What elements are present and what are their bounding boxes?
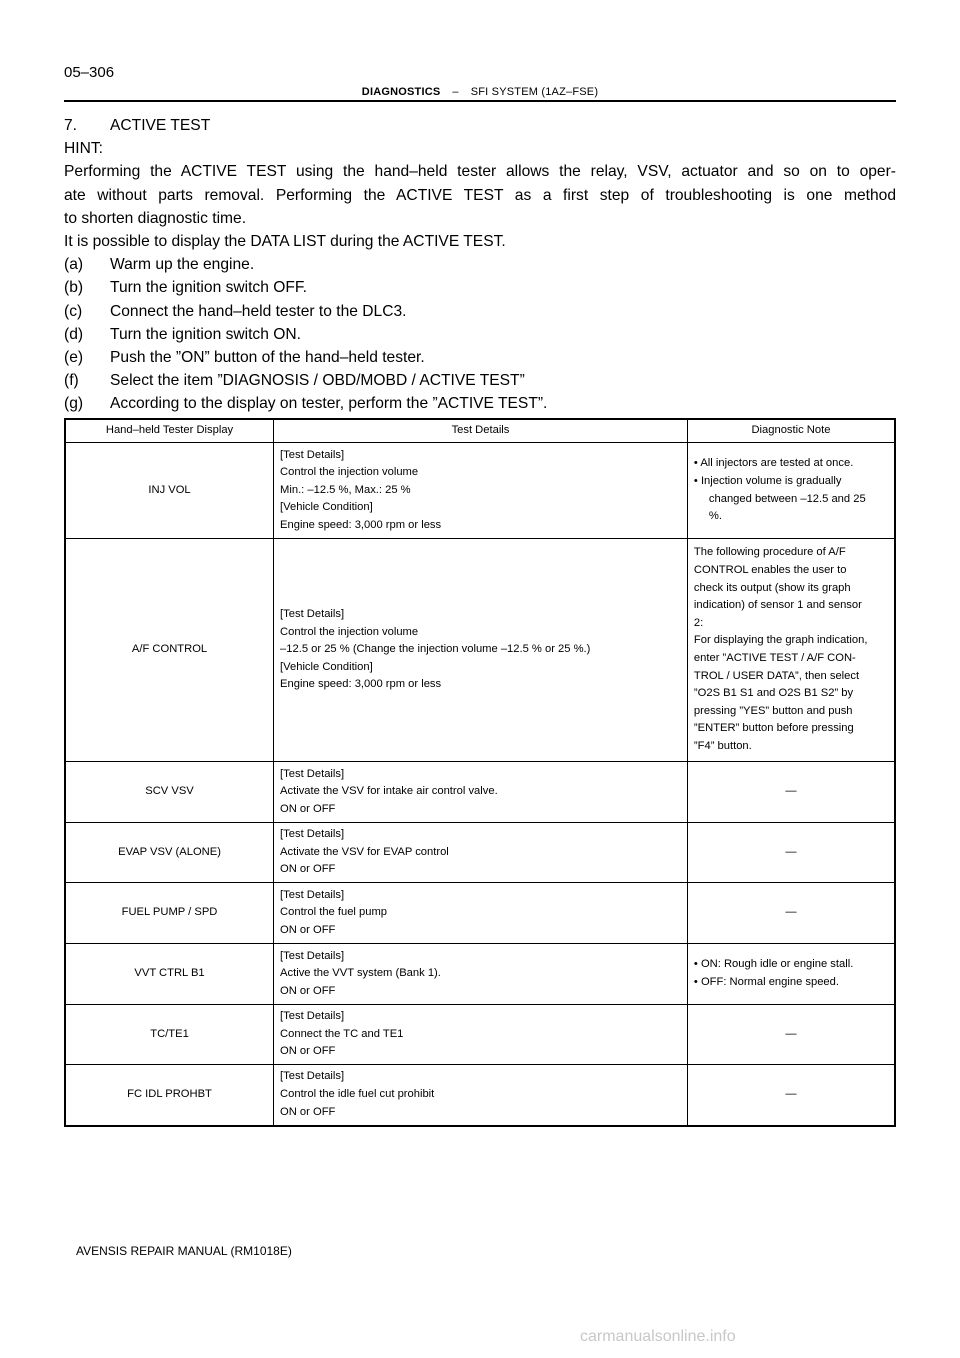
detail-line: Engine speed: 3,000 rpm or less [280, 678, 442, 691]
hint-line: to shorten diagnostic time. [64, 209, 247, 227]
watermark: carmanualsonline.info [580, 1328, 736, 1345]
test-details-cell [274, 1065, 688, 1126]
detail-line: Control the fuel pump [280, 906, 388, 919]
header-tester-display: Hand–held Tester Display [65, 419, 274, 443]
step-label: (d) [64, 325, 84, 343]
tester-display-cell: VVT CTRL B1 [65, 944, 274, 1005]
detail-line: [Test Details] [280, 1070, 345, 1083]
detail-line: [Vehicle Condition] [280, 660, 373, 673]
note-line: indication) of sensor 1 and sensor [693, 599, 862, 612]
table-row [65, 762, 895, 823]
detail-line: –12.5 or 25 % (Change the injection volume –12.5 % or 25 %.) [280, 643, 591, 656]
step-label: (a) [64, 256, 84, 274]
note-line: enter ”ACTIVE TEST / A/F CON- [693, 652, 856, 664]
note-line: 2: [693, 616, 704, 629]
note-dash: — [785, 1027, 797, 1040]
detail-line: [Test Details] [280, 888, 345, 901]
detail-line: Control the injection volume [280, 466, 419, 479]
step-text: Connect the hand–held tester to the DLC3. [110, 302, 407, 320]
section-body [64, 114, 896, 416]
step-label: (c) [64, 302, 83, 320]
step-text: Push the ”ON” button of the hand–held tester. [110, 349, 425, 367]
diagnostic-note-cell [687, 883, 895, 944]
note-line: • OFF: Normal engine speed. [693, 975, 839, 988]
tester-display-cell: FC IDL PROHBT [65, 1065, 274, 1126]
note-dash: — [785, 906, 797, 919]
header-section: DIAGNOSTICS [361, 86, 441, 98]
step-item [64, 369, 896, 392]
step-text: Warm up the engine. [110, 256, 255, 274]
step-item [64, 346, 896, 369]
section-title [64, 114, 896, 137]
step-label: (e) [64, 349, 84, 367]
note-line: %. [708, 510, 722, 523]
header-diagnostic-note: Diagnostic Note [687, 419, 895, 443]
step-text: According to the display on tester, perform the ”ACTIVE TEST”. [110, 395, 548, 413]
header-rule [64, 100, 896, 102]
diagnostic-note-cell [687, 1005, 895, 1065]
detail-line: [Test Details] [280, 608, 345, 621]
detail-line: ON or OFF [280, 802, 336, 815]
diagnostic-note-cell [687, 944, 895, 1005]
detail-line: Connect the TC and TE1 [280, 1027, 404, 1040]
detail-line: Control the injection volume [280, 625, 419, 638]
detail-line: Activate the VSV for intake air control valve. [280, 785, 498, 798]
note-line: pressing ”YES” button and push [693, 704, 853, 717]
note-line: The following procedure of A/F [693, 546, 846, 559]
table-row [65, 823, 895, 883]
detail-line: ON or OFF [280, 1105, 336, 1118]
table-row [65, 539, 895, 762]
table-row [65, 1065, 895, 1126]
running-header [0, 86, 960, 98]
detail-line: ON or OFF [280, 1045, 336, 1058]
note-line: TROL / USER DATA”, then select [693, 669, 860, 682]
note-line: check its output (show its graph [693, 581, 851, 594]
datalist-note: It is possible to display the DATA LIST during the ACTIVE TEST. [64, 233, 506, 251]
section-number: 7. [64, 117, 78, 134]
diagnostic-note-cell [687, 539, 895, 762]
tester-display-cell: EVAP VSV (ALONE) [65, 823, 274, 883]
detail-line: [Vehicle Condition] [280, 501, 373, 514]
step-text: Select the item ”DIAGNOSIS / OBD/MOBD / ACTIVE TEST” [110, 372, 525, 390]
test-details-cell [274, 883, 688, 944]
detail-line: Activate the VSV for EVAP control [280, 845, 449, 858]
test-details-cell [274, 823, 688, 883]
page-number: 05–306 [64, 64, 115, 81]
step-item [64, 253, 896, 276]
tester-display-cell: FUEL PUMP / SPD [65, 883, 274, 944]
note-line: CONTROL enables the user to [693, 564, 847, 577]
note-line: • Injection volume is gradually [693, 474, 842, 487]
step-item [64, 323, 896, 346]
note-line: • ON: Rough idle or engine stall. [693, 958, 854, 970]
step-text: Turn the ignition switch OFF. [110, 279, 308, 297]
step-item [64, 276, 896, 299]
tester-display-cell: SCV VSV [65, 762, 274, 823]
diagnostic-note-cell [687, 1065, 895, 1126]
header-subsection: SFI SYSTEM (1AZ–FSE) [470, 86, 599, 98]
detail-line: [Test Details] [280, 828, 345, 841]
table-row [65, 1005, 895, 1065]
detail-line: Active the VVT system (Bank 1). [280, 967, 441, 980]
table-row [65, 443, 895, 539]
hint-line: Performing the ACTIVE TEST using the hand–held tester allows the relay, VSV, actuator and so on to oper- [64, 163, 896, 181]
note-dash: — [785, 785, 797, 798]
footer-manual-title: AVENSIS REPAIR MANUAL (RM1018E) [76, 1244, 292, 1258]
diagnostic-note-cell [687, 823, 895, 883]
header-separator: – [452, 86, 459, 98]
note-line: changed between –12.5 and 25 [708, 492, 866, 505]
note-dash: — [785, 845, 797, 858]
step-label: (f) [64, 372, 79, 390]
step-label: (b) [64, 279, 84, 297]
diagnostic-note-cell [687, 762, 895, 823]
detail-line: Control the idle fuel cut prohibit [280, 1087, 435, 1100]
detail-line: ON or OFF [280, 984, 336, 997]
note-dash: — [785, 1087, 797, 1100]
test-details-cell [274, 944, 688, 1005]
diagnostic-note-cell [687, 443, 895, 539]
test-details-cell [274, 443, 688, 539]
active-test-table [64, 418, 896, 1127]
tester-display-cell: TC/TE1 [65, 1005, 274, 1065]
test-details-cell [274, 762, 688, 823]
note-line: ”F4” button. [693, 739, 752, 752]
table-header-row [65, 419, 895, 443]
detail-line: [Test Details] [280, 448, 345, 461]
procedure-steps [64, 253, 896, 415]
hint-line: ate without parts removal. Performing the ACTIVE TEST as a first step of troubleshooting is one method [64, 186, 896, 204]
section-title-text: ACTIVE TEST [110, 117, 211, 134]
step-item [64, 392, 896, 415]
test-details-cell [274, 1005, 688, 1065]
detail-line: [Test Details] [280, 1010, 345, 1023]
detail-line: Engine speed: 3,000 rpm or less [280, 518, 442, 531]
note-line: For displaying the graph indication, [693, 634, 868, 647]
header-test-details: Test Details [274, 419, 688, 443]
test-details-cell [274, 539, 688, 762]
table-row [65, 944, 895, 1005]
tester-display-cell: INJ VOL [65, 443, 274, 539]
detail-line: ON or OFF [280, 923, 336, 936]
step-text: Turn the ignition switch ON. [110, 325, 301, 343]
note-line: ”ENTER” button before pressing [693, 722, 854, 735]
tester-display-cell: A/F CONTROL [65, 539, 274, 762]
hint-label: HINT: [64, 140, 103, 158]
detail-line: [Test Details] [280, 949, 345, 962]
detail-line: [Test Details] [280, 767, 345, 780]
note-line: • All injectors are tested at once. [693, 457, 854, 470]
detail-line: ON or OFF [280, 863, 336, 876]
note-line: ”O2S B1 S1 and O2S B1 S2” by [693, 687, 854, 700]
step-label: (g) [64, 395, 84, 413]
detail-line: Min.: –12.5 %, Max.: 25 % [280, 483, 411, 496]
step-item [64, 300, 896, 323]
table-row [65, 883, 895, 944]
